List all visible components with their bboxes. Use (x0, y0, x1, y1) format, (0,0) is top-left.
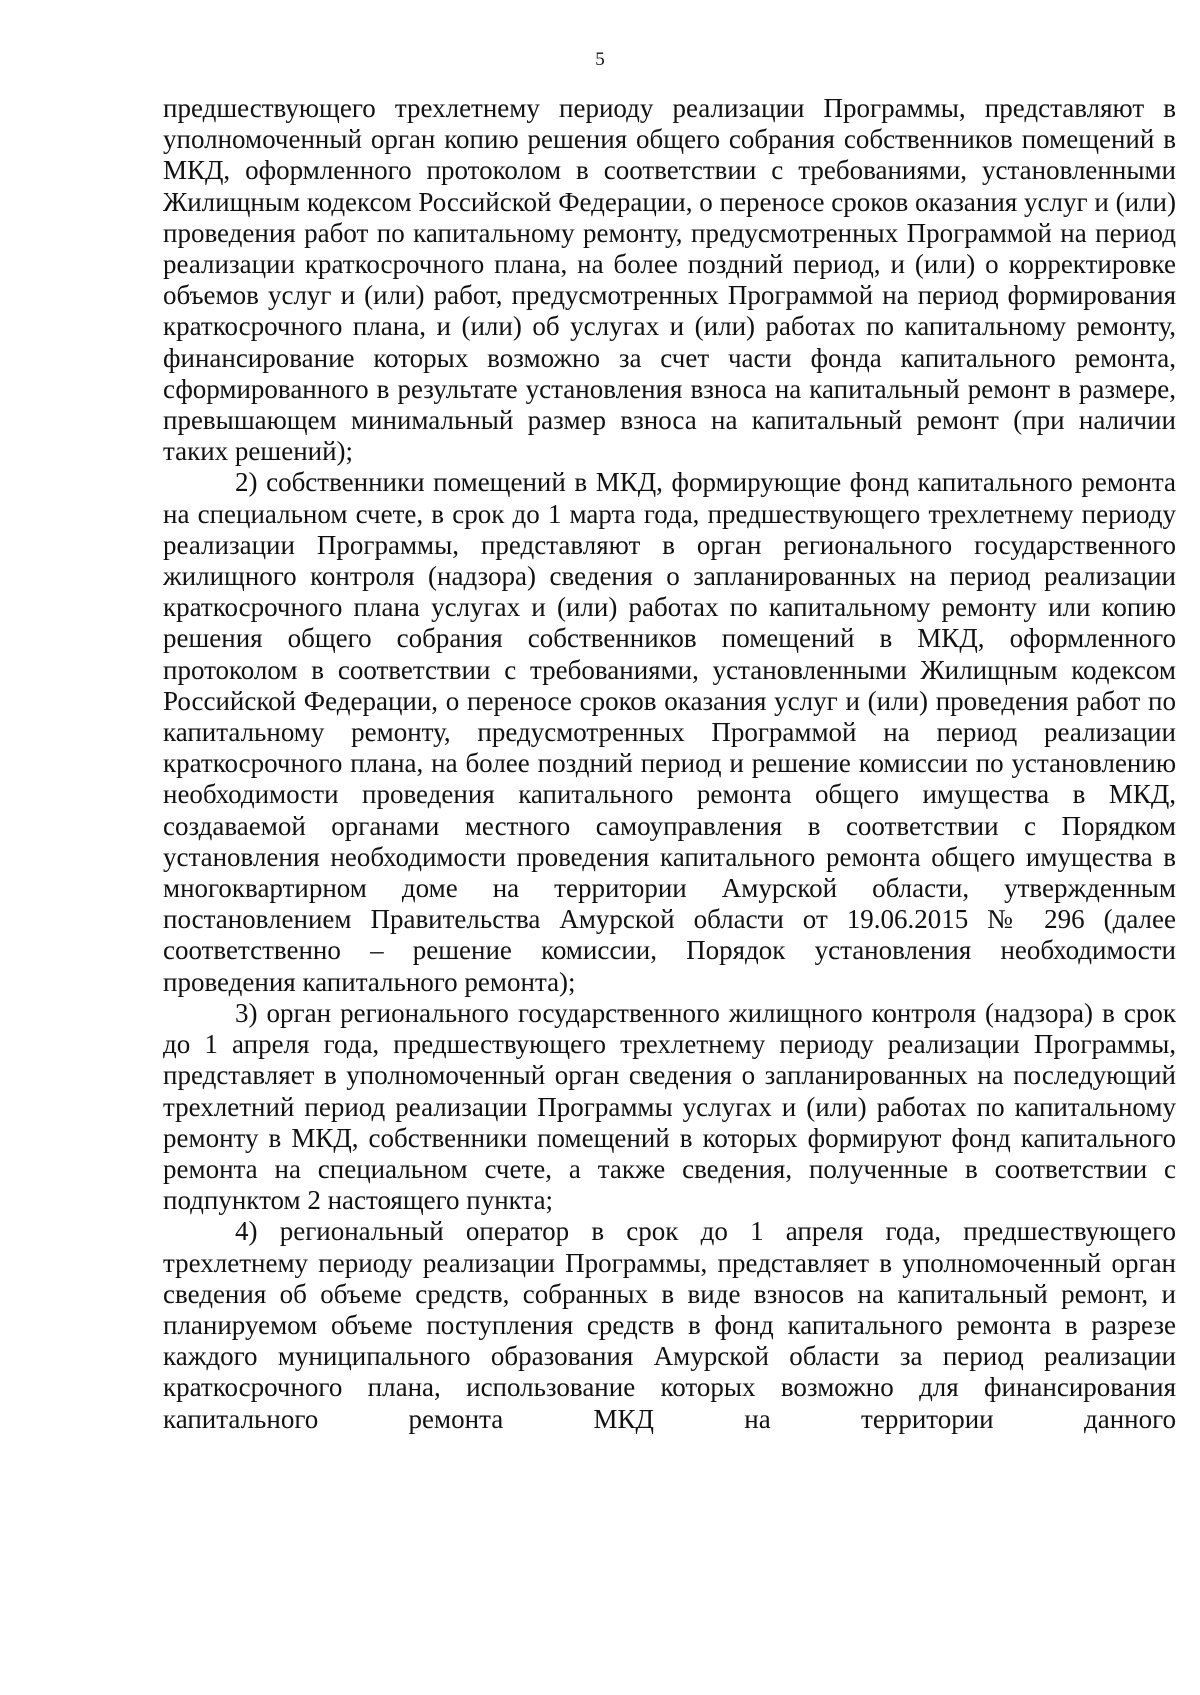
paragraph-item-2: 2) собственники помещений в МКД, формирующие фонд капитального ремонта на специальном счете, в срок до 1 марта года, предшествующего трехлетнему периоду реализации Программы, представляют в орган регионального государственного жилищного контроля (надзора) сведения о запланированных на период реализации краткосрочного плана услугах и (или) работах по капитальному ремонту или копию решения общего собрания собственников помещений в МКД, оформленного протоколом в соответствии с требованиями, установленными Жилищным кодексом Российской Федерации, о переносе сроков оказания услуг и (или) проведения работ по капитальному ремонту, предусмотренных Программой на период реализации краткосрочного плана, на более поздний период и решение комиссии по установлению необходимости проведения капитального ремонта общего имущества в МКД, создаваемой органами местного самоуправления в соответствии с Порядком установления необходимости проведения капитального ремонта общего имущества в многоквартирном доме на территории Амурской области, утвержденным постановлением Правительства Амурской области от 19.06.2015 № 296 (далее соответственно – решение комиссии, Порядок установления необходимости проведения капитального ремонта); (163, 467, 1176, 997)
document-body (163, 93, 1176, 1435)
page-number: 5 (595, 49, 605, 70)
paragraph-continuation: предшествующего трехлетнему периоду реализации Программы, представляют в уполномоченный орган копию решения общего собрания собственников помещений в МКД, оформленного протоколом в соответствии с требованиями, установленными Жилищным кодексом Российской Федерации, о переносе сроков оказания услуг и (или) проведения работ по капитальному ремонту, предусмотренных Программой на период реализации краткосрочного плана, на более поздний период, и (или) о корректировке объемов услуг и (или) работ, предусмотренных Программой на период формирования краткосрочного плана, и (или) об услугах и (или) работах по капитальному ремонту, финансирование которых возможно за счет части фонда капитального ремонта, сформированного в результате установления взноса на капитальный ремонт в размере, превышающем минимальный размер взноса на капитальный ремонт (при наличии таких решений); (163, 93, 1176, 467)
paragraph-item-4: 4) региональный оператор в срок до 1 апреля года, предшествующего трехлетнему периоду реализации Программы, представляет в уполномоченный орган сведения об объеме средств, собранных в виде взносов на капитальный ремонт, и планируемом объеме поступления средств в фонд капитального ремонта в разрезе каждого муниципального образования Амурской области за период реализации краткосрочного плана, использование которых возможно для финансирования капитального ремонта МКД на территории данного (163, 1216, 1176, 1434)
paragraph-item-3: 3) орган регионального государственного жилищного контроля (надзора) в срок до 1 апреля года, предшествующего трехлетнему периоду реализации Программы, представляет в уполномоченный орган сведения о запланированных на последующий трехлетний период реализации Программы услугах и (или) работах по капитальному ремонту в МКД, собственники помещений в которых формируют фонд капитального ремонта на специальном счете, а также сведения, полученные в соответствии с подпунктом 2 настоящего пункта; (163, 997, 1176, 1216)
